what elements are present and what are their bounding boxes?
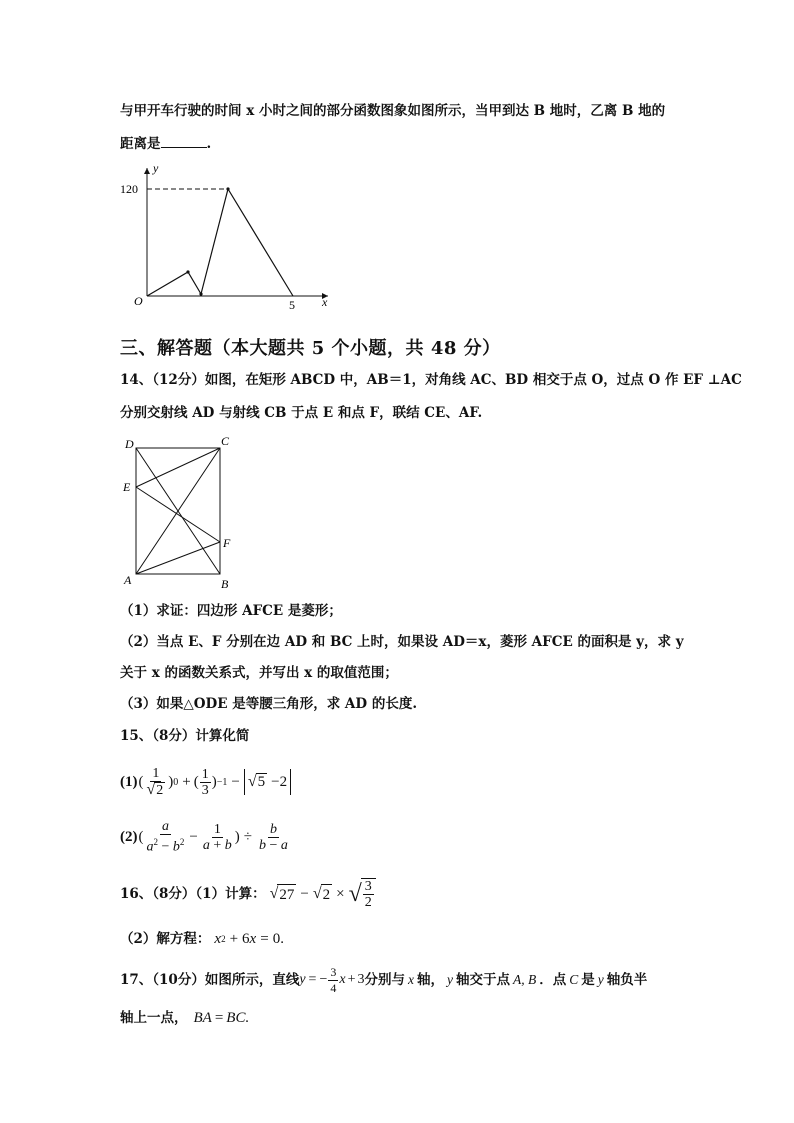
label-f: F — [223, 536, 231, 550]
q17-line-1-suffix: ．点 — [539, 972, 567, 988]
q16-sub-2: （2）解方程： — [120, 931, 211, 947]
rectangle-figure — [118, 432, 243, 592]
q17-line-1: 17、（10分）如图所示，直线 y = − $\frac{3}{4}$ x + 3 分别与 x 轴， y 轴交于点 A, B ．点 C 是 y 轴负半 — [120, 964, 648, 995]
q14-line-2: 分别交射线 AD 与射线 CB 于点 E 和点 F，联结 CE、AF. — [120, 405, 483, 421]
q15-title: 15、（8分）计算化简 — [120, 728, 250, 744]
section-heading: 三、解答题（本大题共 5 个小题，共 48 分） — [120, 338, 501, 359]
answer-blank — [161, 135, 207, 148]
q15-part-1: (1) ( $\frac{1}{√2}$ ) 0 + ( $\frac{1}{3}$ ) −1 − √ 5 −2 — [120, 760, 291, 804]
q17-line-2: 轴上一点， BA = BC. — [120, 1010, 250, 1026]
label-a: A — [124, 573, 132, 587]
q16-part-1: 16、（8分）（1）计算： √ 27 − √ 2 × √ $\frac{3}{2}$ — [120, 876, 376, 912]
q17-line-1-end: 是 — [581, 972, 595, 988]
q15-part-2-label: (2) — [120, 828, 138, 845]
label-e: E — [123, 480, 131, 494]
intro-line-1: 与甲开车行驶的时间 x 小时之间的部分函数图象如图所示，当甲到达 B 地时，乙离 B 地的 — [120, 103, 666, 119]
intro-line-2-prefix: 距离是 — [120, 136, 161, 152]
intro-line-2 — [120, 134, 211, 154]
origin-label: O — [134, 294, 143, 308]
q14-line-1: 14、（12分）如图，在矩形 ABCD 中，AB＝1，对角线 AC、BD 相交于点 O，过点 O 作 EF ⊥AC — [120, 372, 742, 388]
q17-line-1-end2: 轴负半 — [606, 972, 648, 988]
q17-line-1-mid2: 轴， — [416, 972, 444, 988]
segment-af — [136, 542, 220, 574]
q15-part-1-label: (1) — [120, 773, 138, 790]
function-graph — [110, 160, 340, 315]
label-d: D — [125, 437, 134, 451]
q14-sub-2b: 关于 x 的函数关系式，并写出 x 的取值范围； — [120, 665, 398, 681]
q16-title: 16、（8分）（1）计算： — [120, 886, 266, 902]
label-b: B — [221, 577, 229, 591]
q16-part-2: （2）解方程： x 2 + 6 x = 0. — [120, 931, 284, 947]
intro-line-2-suffix: . — [206, 136, 212, 152]
q17-line-1-prefix: 17、（10分）如图所示，直线 — [120, 972, 300, 988]
q14-sub-1: （1）求证：四边形 AFCE 是菱形； — [120, 603, 342, 619]
x-axis-label: x — [322, 295, 328, 309]
q17-line-2-text: 轴上一点， — [120, 1010, 188, 1026]
y-axis-label: y — [153, 161, 159, 175]
q15-part-2: (2) ( $\frac{a}{a^2 - b^2}$ − $\frac{1}{a + b}$ ) ÷ $\frac{b}{b - a}$ — [120, 819, 288, 855]
q14-sub-3: （3）如果△ODE 是等腰三角形，求 AD 的长度. — [120, 696, 418, 712]
q17-line-1-mid3: 轴交于点 — [455, 972, 510, 988]
q17-line-1-mid: 分别与 — [364, 972, 405, 988]
segment-ef — [136, 487, 220, 542]
label-c: C — [221, 434, 230, 448]
q14-sub-2a: （2）当点 E、F 分别在边 AD 和 BC 上时，如果设 AD＝x，菱形 AFCE 的面积是 y，求 y — [120, 634, 684, 650]
graph-polyline — [147, 189, 293, 296]
y-tick-120: 120 — [120, 182, 138, 196]
x-tick-5: 5 — [289, 298, 295, 312]
